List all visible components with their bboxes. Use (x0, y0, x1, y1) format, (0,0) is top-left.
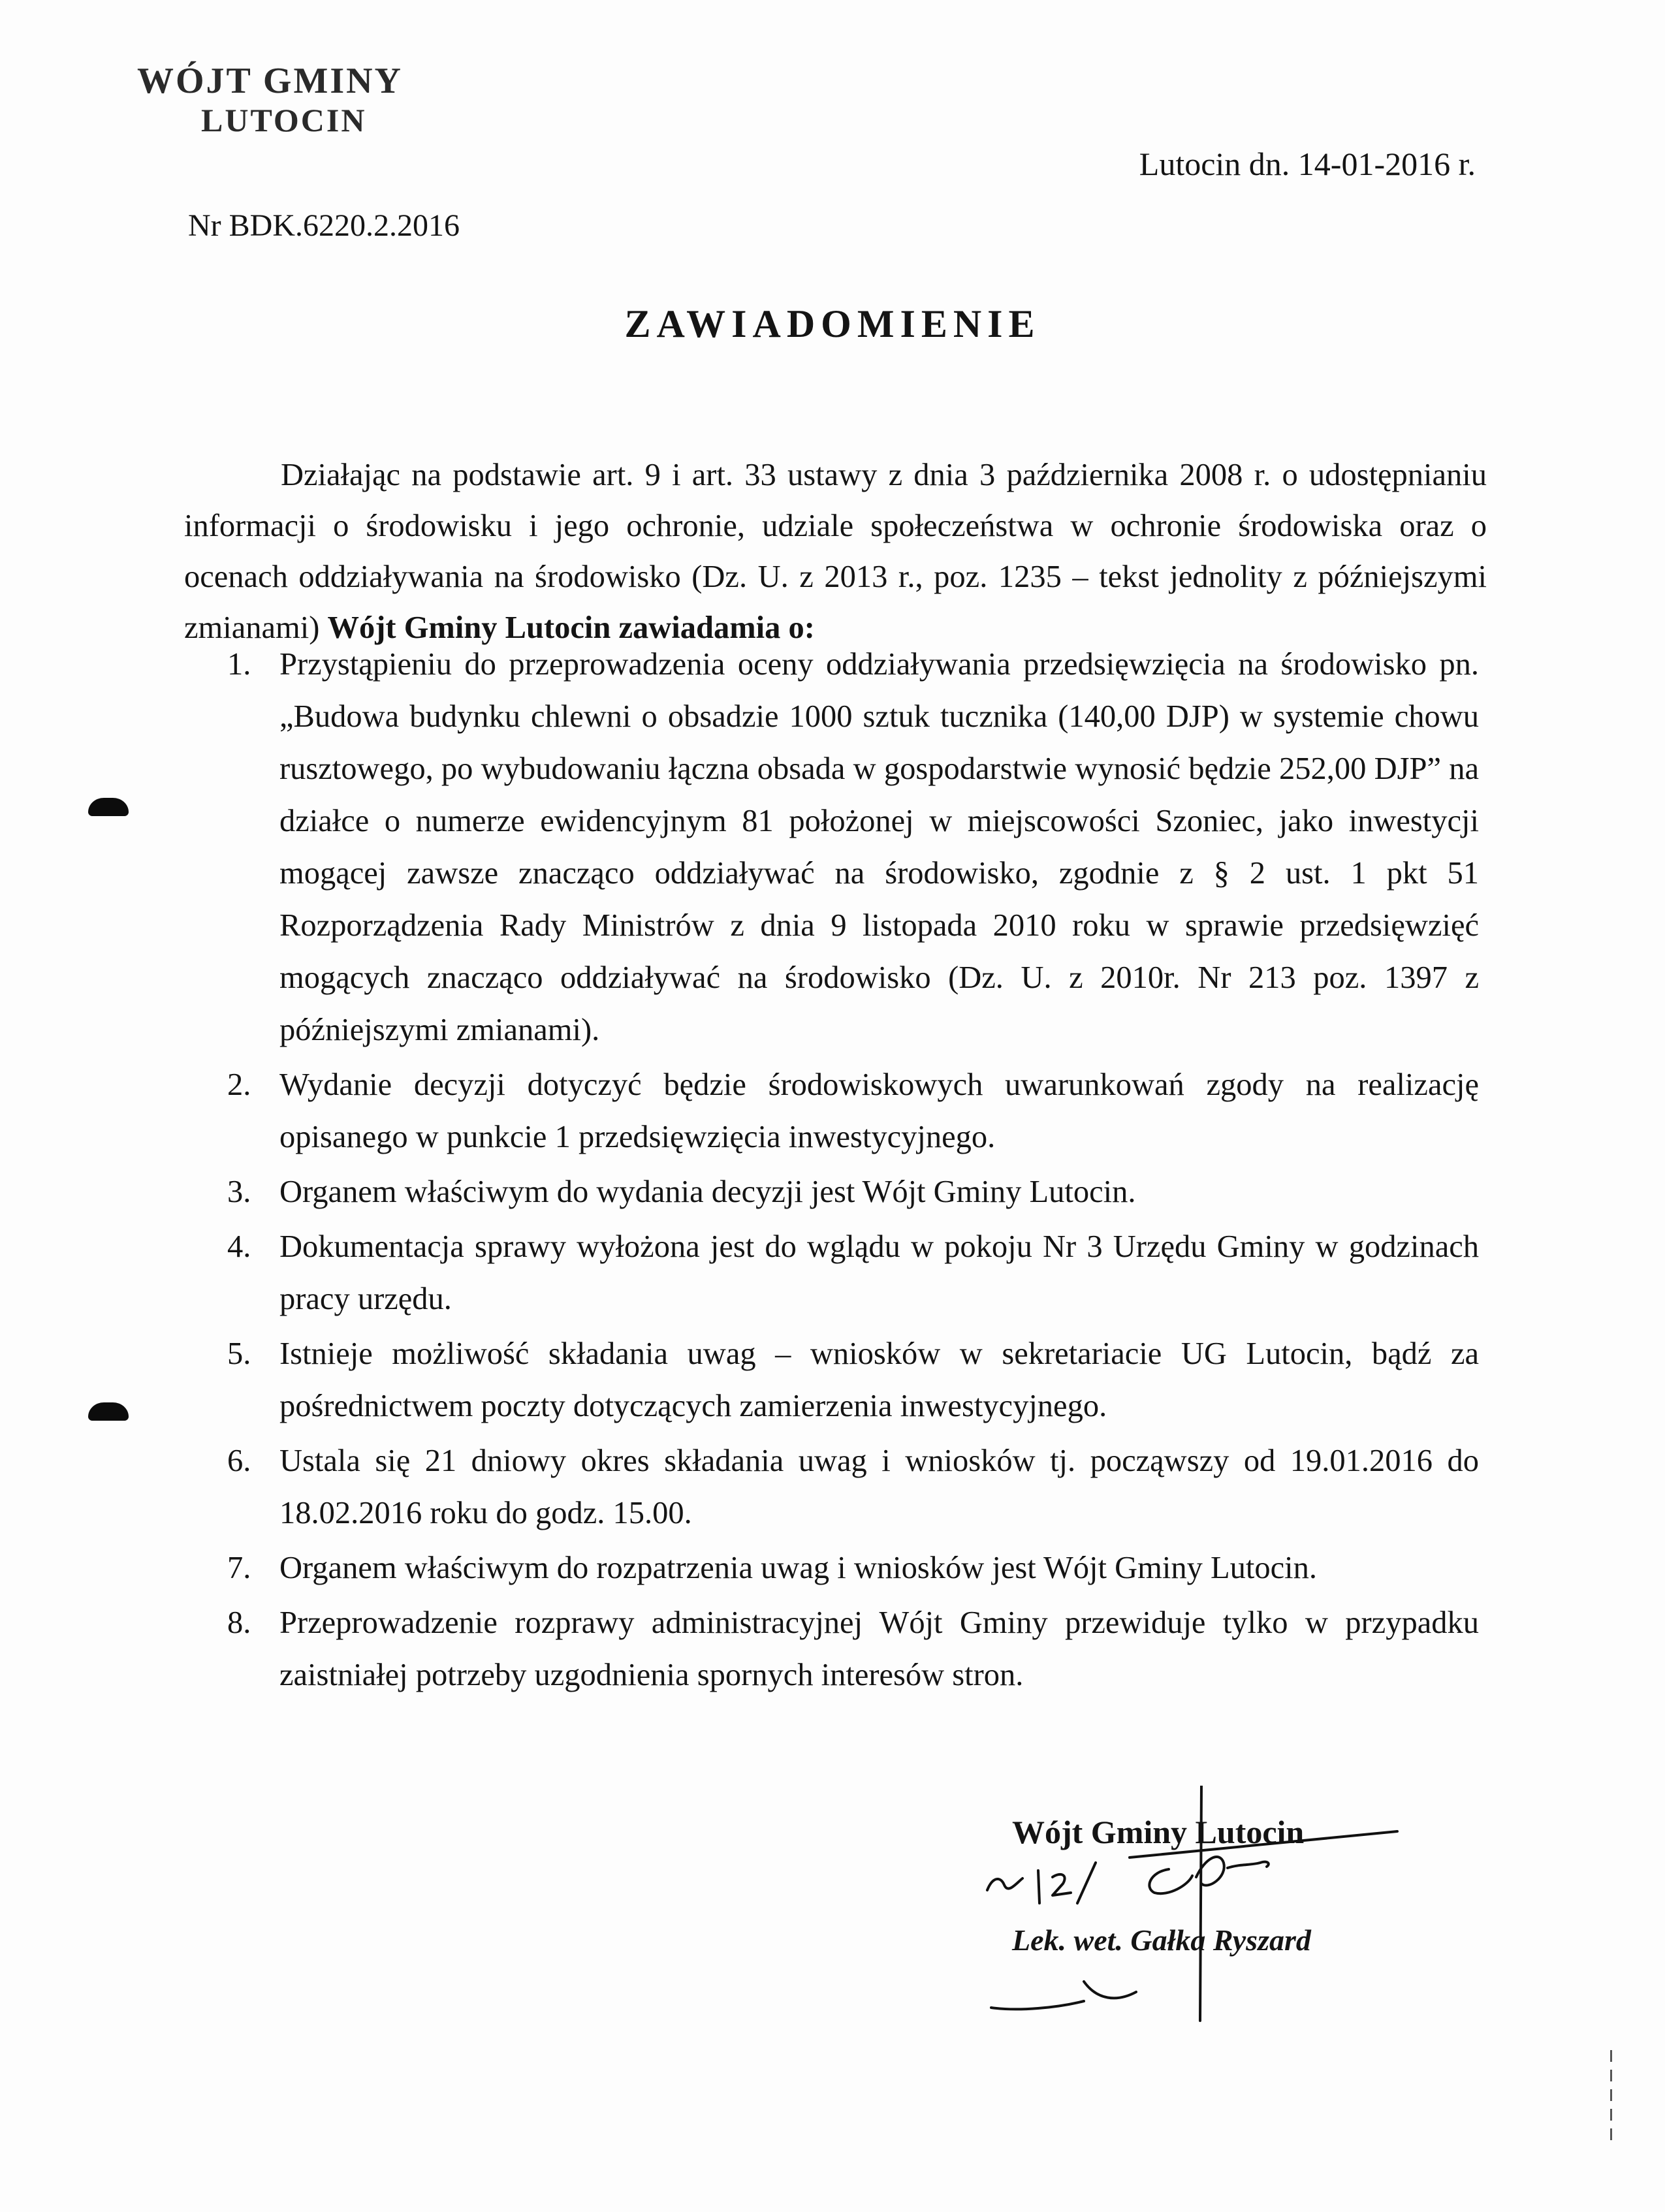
signature-block (979, 1786, 1436, 2027)
list-item (215, 1435, 1479, 1540)
document-title: ZAWIADOMIENIE (624, 302, 1041, 345)
margin-mark (1610, 2050, 1612, 2148)
intro-text: Działając na podstawie art. 9 i art. 33 ustawy z dnia 3 października 2008 r. o udostępnianiu informacji o środowisku i jego ochronie, udziale społeczeństwa w ochronie środowiska oraz o ocenach oddziaływania na środowisko (Dz. U. z 2013 r., poz. 1235 – tekst jednolity z późniejszymi zmianami) (184, 457, 1487, 645)
item-text: Organem właściwym do wydania decyzji jest Wójt Gminy Lutocin. (279, 1175, 1136, 1209)
list-item (215, 1542, 1479, 1594)
item-text: Przystąpieniu do przeprowadzenia oceny oddziaływania przedsięwzięcia na środowisko pn. „Budowa budynku chlewni o obsadzie 1000 sztuk tucznika (140,00 DJP) w systemie chowu rusztowego, po wybudowaniu łączna obsada w gospodarstwie wynosić będzie 252,00 DJP” na działce o numerze ewidencyjnym 81 położonej w miejscowości Szoniec, jako inwestycji mogącej zawsze znacząco oddziaływać na środowisko, zgodnie z § 2 ust. 1 pkt 51 Rozporządzenia Rady Ministrów z dnia 9 listopada 2010 roku w sprawie przedsięwzięć mogących znacząco oddziaływać na środowisko (Dz. U. z 2010r. Nr 213 poz. 1397 z późniejszymi zmianami). (279, 647, 1479, 1047)
list-item (215, 1059, 1479, 1163)
item-number: 6. (227, 1444, 251, 1478)
list-item (215, 1221, 1479, 1325)
binder-hole-mark-upper (88, 798, 129, 816)
item-text: Organem właściwym do rozpatrzenia uwag i wniosków jest Wójt Gminy Lutocin. (279, 1551, 1317, 1585)
item-text: Istnieje możliwość składania uwag – wniosków w sekretariacie UG Lutocin, bądź za pośrednictwem poczty dotyczących zamierzenia inwestycyjnego. (279, 1336, 1479, 1423)
list-item (215, 639, 1479, 1056)
notice-items-list (215, 639, 1479, 1704)
item-number: 4. (227, 1229, 251, 1264)
item-text: Ustala się 21 dniowy okres składania uwag i wniosków tj. począwszy od 19.01.2016 do 18.02.2016 roku do godz. 15.00. (279, 1444, 1479, 1530)
signature-title: Wójt Gminy Lutocin (1012, 1814, 1305, 1850)
stamp-line-office: WÓJT GMINY (137, 61, 403, 101)
list-item (215, 1328, 1479, 1432)
stamp-line-place: LUTOCIN (201, 102, 367, 139)
item-number: 3. (227, 1175, 251, 1209)
signatory-name: Lek. wet. Gałka Ryszard (1012, 1923, 1311, 1957)
item-number: 2. (227, 1067, 251, 1102)
intro-paragraph (184, 450, 1487, 654)
item-text: Wydanie decyzji dotyczyć będzie środowiskowych uwarunkowań zgody na realizację opisanego w punkcie 1 przedsięwzięcia inwestycyjnego. (279, 1067, 1479, 1154)
list-item (215, 1597, 1479, 1701)
office-stamp (137, 60, 403, 140)
document-date: Lutocin dn. 14-01-2016 r. (1139, 146, 1476, 182)
item-number: 7. (227, 1551, 251, 1585)
intro-bold-text: Wójt Gminy Lutocin zawiadamia o: (327, 610, 815, 645)
handwritten-signature (979, 1786, 1436, 2027)
item-number: 8. (227, 1605, 251, 1640)
reference-number: Nr BDK.6220.2.2016 (188, 208, 460, 243)
item-number: 5. (227, 1336, 251, 1371)
item-number: 1. (227, 647, 251, 682)
item-text: Przeprowadzenie rozprawy administracyjnej Wójt Gminy przewiduje tylko w przypadku zaistniałej potrzeby uzgodnienia spornych interesów stron. (279, 1605, 1479, 1692)
item-text: Dokumentacja sprawy wyłożona jest do wglądu w pokoju Nr 3 Urzędu Gminy w godzinach pracy urzędu. (279, 1229, 1479, 1316)
binder-hole-mark-lower (88, 1402, 129, 1421)
list-item (215, 1166, 1479, 1218)
